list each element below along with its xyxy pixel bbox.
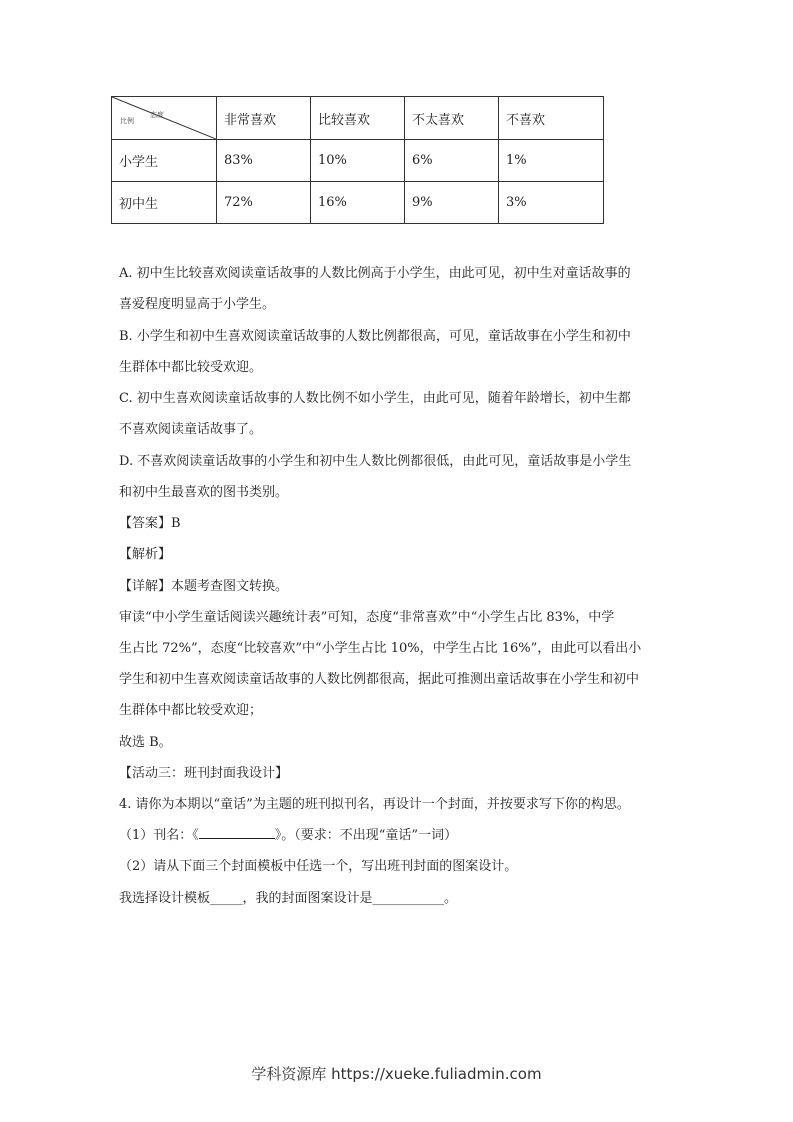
activity-title: 【活动三：班刊封面我设计】 — [119, 766, 289, 781]
survey-table — [111, 96, 604, 224]
row-label: 初中生 — [112, 182, 217, 224]
table-cell: 1% — [499, 140, 604, 182]
detail-line1: 【详解】本题考查图文转换。 — [119, 579, 289, 594]
footer-watermark: 学科资源库 https://xueke.fuliadmin.com — [251, 1065, 542, 1083]
table-cell: 83% — [217, 140, 311, 182]
table-cell: 6% — [405, 140, 499, 182]
analysis-heading: 【解析】 — [119, 547, 172, 562]
detail-line2: 审读“中小学生童话阅读兴趣统计表”可知，态度“非常喜欢”中“小学生占比 83%，中学 — [119, 610, 615, 625]
template-blank[interactable]: _____ — [210, 891, 243, 906]
corner-top-label: 态度 — [150, 111, 164, 119]
corner-bottom-label: 比例 — [120, 117, 134, 125]
question-part1 — [119, 824, 457, 843]
table-cell: 16% — [311, 182, 405, 224]
part3-text-c: 。 — [444, 891, 458, 906]
table-cell: 10% — [311, 140, 405, 182]
question-part3 — [119, 887, 457, 906]
answer-line: 【答案】B — [119, 516, 181, 531]
table-corner-cell — [112, 97, 217, 140]
table-header-cell: 不喜欢 — [499, 97, 604, 140]
part1-prefix: （1）刊名：《 — [119, 828, 199, 843]
option-d-line2: 和初中生最喜欢的图书类别。 — [119, 485, 289, 500]
detail-line4: 学生和初中生喜欢阅读童话故事的人数比例都很高，据此可推测出童话故事在小学生和初中 — [119, 672, 640, 687]
option-b-line2: 生群体中都比较受欢迎。 — [119, 360, 263, 375]
question-stem: 4. 请你为本期以“童话”为主题的班刊拟刊名，再设计一个封面，并按要求写下你的构思。 — [119, 797, 630, 812]
option-a-line2: 喜爱程度明显高于小学生。 — [119, 297, 276, 312]
table-header-row — [112, 97, 604, 140]
detail-line3: 生占比 72%”，态度“比较喜欢”中“小学生占比 10%，中学生占比 16%”，由此可以看出小 — [119, 641, 642, 656]
table-cell: 72% — [217, 182, 311, 224]
table-row — [112, 182, 604, 224]
table-cell: 3% — [499, 182, 604, 224]
design-blank[interactable]: ___________ — [372, 891, 445, 906]
table-header-cell: 不太喜欢 — [405, 97, 499, 140]
table-header-cell: 非常喜欢 — [217, 97, 311, 140]
part1-suffix: 》。（要求：不出现“童话”一词） — [274, 828, 458, 843]
row-label: 小学生 — [112, 140, 217, 182]
detail-line6: 故选 B。 — [119, 735, 172, 750]
option-a-line1: A. 初中生比较喜欢阅读童话故事的人数比例高于小学生，由此可见，初中生对童话故事的 — [119, 266, 631, 281]
option-c-line2: 不喜欢阅读童话故事了。 — [119, 422, 263, 437]
table-cell: 9% — [405, 182, 499, 224]
detail-line5: 生群体中都比较受欢迎； — [119, 703, 263, 718]
table-header-cell: 比较喜欢 — [311, 97, 405, 140]
option-d-line1: D. 不喜欢阅读童话故事的小学生和初中生人数比例都很低，由此可见，童话故事是小学生 — [119, 454, 632, 469]
part3-text-a: 我选择设计模板 — [119, 891, 211, 906]
option-b-line1: B. 小学生和初中生喜欢阅读童话故事的人数比例都很高，可见，童话故事在小学生和初中 — [119, 329, 631, 344]
table-row — [112, 140, 604, 182]
question-part2: （2）请从下面三个封面模板中任选一个，写出班刊封面的图案设计。 — [119, 859, 518, 874]
title-blank[interactable] — [199, 824, 275, 839]
option-c-line1: C. 初中生喜欢阅读童话故事的人数比例不如小学生，由此可见，随着年龄增长，初中生都 — [119, 391, 631, 406]
part3-text-b: ，我的封面图案设计是 — [242, 891, 373, 906]
